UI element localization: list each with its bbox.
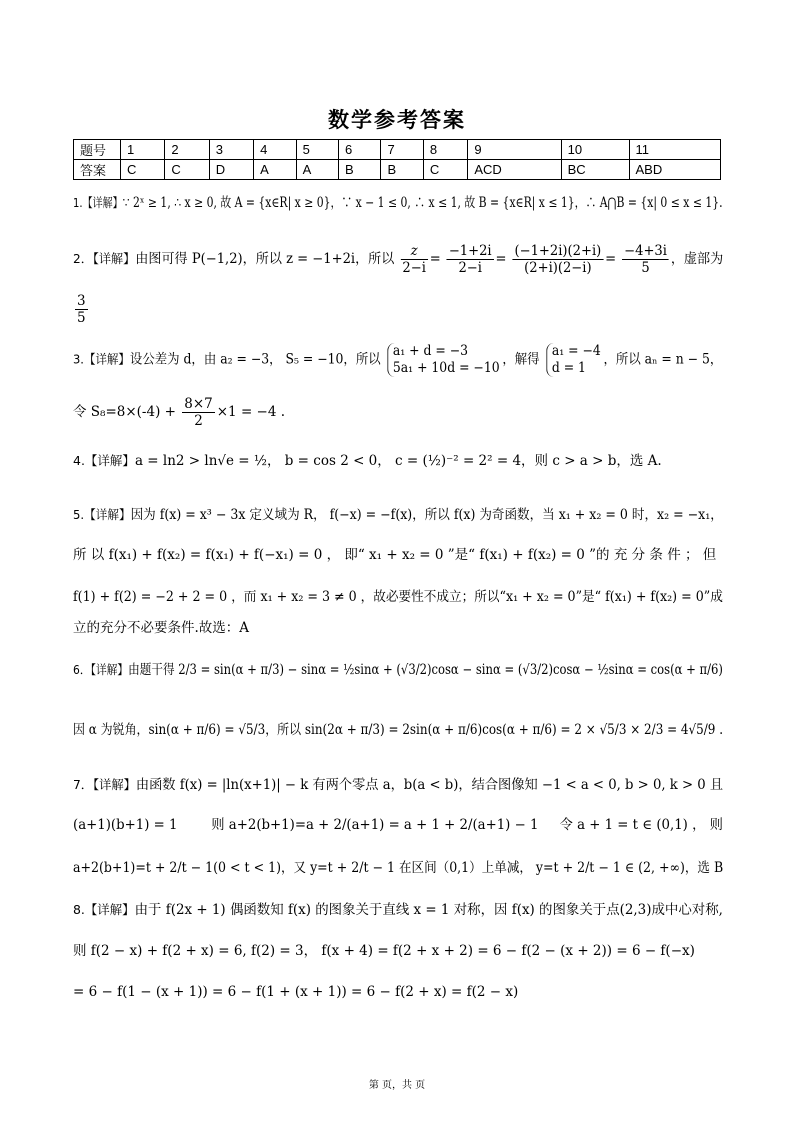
table-cell: C bbox=[165, 160, 209, 180]
page-title: 数学参考答案 bbox=[328, 108, 466, 132]
table-cell: C bbox=[121, 160, 165, 180]
table-cell: 4 bbox=[254, 140, 296, 160]
solution-8-line2: 则 f(2 − x) + f(2 + x) = 6, f(2) = 3， f(x + 4) = f(2 + x + 2) = 6 − f(2 − (x + 2)) = 6 − f(−x) bbox=[73, 943, 695, 959]
table-row-label: 题号 bbox=[74, 140, 121, 160]
fraction: $\frac{-1+2i}{2-i}$ bbox=[448, 243, 492, 276]
table-cell: B bbox=[339, 160, 381, 180]
solution-7: 7．【详解】由函数 f(x) = |ln(x+1)| − k 有两个零点 a，b(a < b)，结合图像知 −1 < a < 0, b > 0, k > 0 且 bbox=[73, 777, 724, 793]
table-cell: B bbox=[381, 160, 423, 180]
solution-8-line3: = 6 − f(1 − (x + 1)) = 6 − f(1 + (x + 1)) = 6 − f(2 + x) = f(2 − x) bbox=[73, 984, 519, 1000]
table-cell: ACD bbox=[468, 160, 561, 180]
fraction: $\frac{-4+3i}{5}$ bbox=[624, 243, 667, 276]
table-cell: ABD bbox=[629, 160, 721, 180]
solution-6-line2: 因 α 为锐角，sin(α + π/6) = √5/3，所以 sin(2α + π/3) = 2sin(α + π/6)cos(α + π/6) = 2 × √5/3 × 2/3 = 4√5/9 . bbox=[73, 722, 724, 738]
table-cell: 11 bbox=[629, 140, 721, 160]
solution-5-line2: 所 以 f(x₁) + f(x₂) = f(x₁) + f(−x₁) = 0 ， 即“ x₁ + x₂ = 0 ”是“ f(x₁) + f(x₂) = 0 ”的 充 分 条 件 ； 但 bbox=[73, 547, 717, 563]
table-cell: 6 bbox=[339, 140, 381, 160]
solution-4: 4.【详解】a = ln2 > ln√e = ½， b = cos 2 < 0， c = (½)⁻² = 2² = 4，则 c > a > b，选 A. bbox=[73, 453, 662, 469]
solution-2-imag-part: $\frac{3}{5}$ bbox=[77, 293, 86, 326]
page-footer: 第 页，共 页 bbox=[368, 1080, 426, 1091]
solution-5-line3: f(1) + f(2) = −2 + 2 = 0 ，而 x₁ + x₂ = 3 ≠ 0 ，故必要性不成立；所以“x₁ + x₂ = 0”是“ f(x₁) + f(x₂) = 0”成 bbox=[73, 589, 723, 605]
solution-5-line4: 立的充分不必要条件.故选：A bbox=[73, 620, 250, 636]
solution-5: 5.【详解】因为 f(x) = x³ − 3x 定义域为 R， f(−x) = −f(x)，所以 f(x) 为奇函数，当 x₁ + x₂ = 0 时，x₂ = −x₁， bbox=[73, 507, 723, 523]
table-cell: C bbox=[423, 160, 467, 180]
fraction: $\frac{(-1+2i)(2+i)}{(2+i)(2-i)}$ bbox=[514, 243, 602, 276]
table-cell: 2 bbox=[165, 140, 209, 160]
table-cell: A bbox=[296, 160, 338, 180]
table-cell: 9 bbox=[468, 140, 561, 160]
table-cell: BC bbox=[561, 160, 629, 180]
table-cell: 8 bbox=[423, 140, 467, 160]
answer-table-answer-row bbox=[74, 160, 721, 180]
table-cell: 1 bbox=[121, 140, 165, 160]
table-row-label: 答案 bbox=[74, 160, 121, 180]
solution-1: 1.【详解】∵ 2ˣ ≥ 1, ∴ x ≥ 0, 故 A = {x∈R| x ≥ 0}，∵ x − 1 ≤ 0, ∴ x ≤ 1, 故 B = {x∈R| x ≤ 1}，∴ A⋂B = {x| 0 ≤ x ≤ 1}. bbox=[73, 195, 723, 211]
answer-table bbox=[73, 139, 721, 180]
table-cell: D bbox=[209, 160, 253, 180]
answer-table-header-row bbox=[74, 140, 721, 160]
table-cell: 7 bbox=[381, 140, 423, 160]
solution-3-line2: 令 S₈=8×(-4) + $\frac{8\times 7}{2}$ ×1 = −4 . bbox=[73, 396, 286, 429]
fraction: $\frac{z}{2-i}$ bbox=[402, 243, 426, 276]
table-cell: A bbox=[254, 160, 296, 180]
solution-7-line3: a+2(b+1)=t + 2/t − 1(0 < t < 1)，又 y=t + 2/t − 1 在区间（0,1）上单减， y=t + 2/t − 1 ∈ (2, +∞)，选 B bbox=[73, 860, 724, 876]
solution-7-line2: (a+1)(b+1) = 1 则 a+2(b+1)=a + 2/(a+1) = a + 1 + 2/(a+1) − 1 令 a + 1 = t ∈ (0,1) ， 则 bbox=[73, 817, 723, 833]
table-cell: 10 bbox=[561, 140, 629, 160]
solution-3: 3.【详解】设公差为 d，由 a₂ = −3， S₅ = −10，所以 a₁ + d = −3 5a₁ + 10d = −10，解得 a₁ = −4 d = 1，所以 aₙ = n − 5， bbox=[73, 343, 723, 376]
solution-8: 8.【详解】由于 f(2x + 1) 偶函数知 f(x) 的图象关于直线 x = 1 对称，因 f(x) 的图象关于点(2,3)成中心对称, bbox=[73, 902, 723, 918]
solution-2: 2．【详解】由图可得 P(−1,2)，所以 z = −1+2i，所以 $\frac{z}{2-i}$ = $\frac{-1+2i}{2-i}$ = $\frac{(-1+2i)(2+i)}{(2+i)(2-i)}$ = $\frac{-4+3i}{5}$ ，虚部为 bbox=[73, 243, 724, 276]
equation-system: a₁ + d = −3 5a₁ + 10d = −10 bbox=[387, 343, 499, 377]
table-cell: 5 bbox=[296, 140, 338, 160]
equation-system: a₁ = −4 d = 1 bbox=[546, 343, 600, 377]
table-cell: 3 bbox=[209, 140, 253, 160]
solution-6: 6．【详解】由题干得 2/3 = sin(α + π/3) − sinα = ½sinα + (√3/2)cosα − sinα = (√3/2)cosα − ½sinα = cos(α + π/6) bbox=[73, 662, 723, 678]
